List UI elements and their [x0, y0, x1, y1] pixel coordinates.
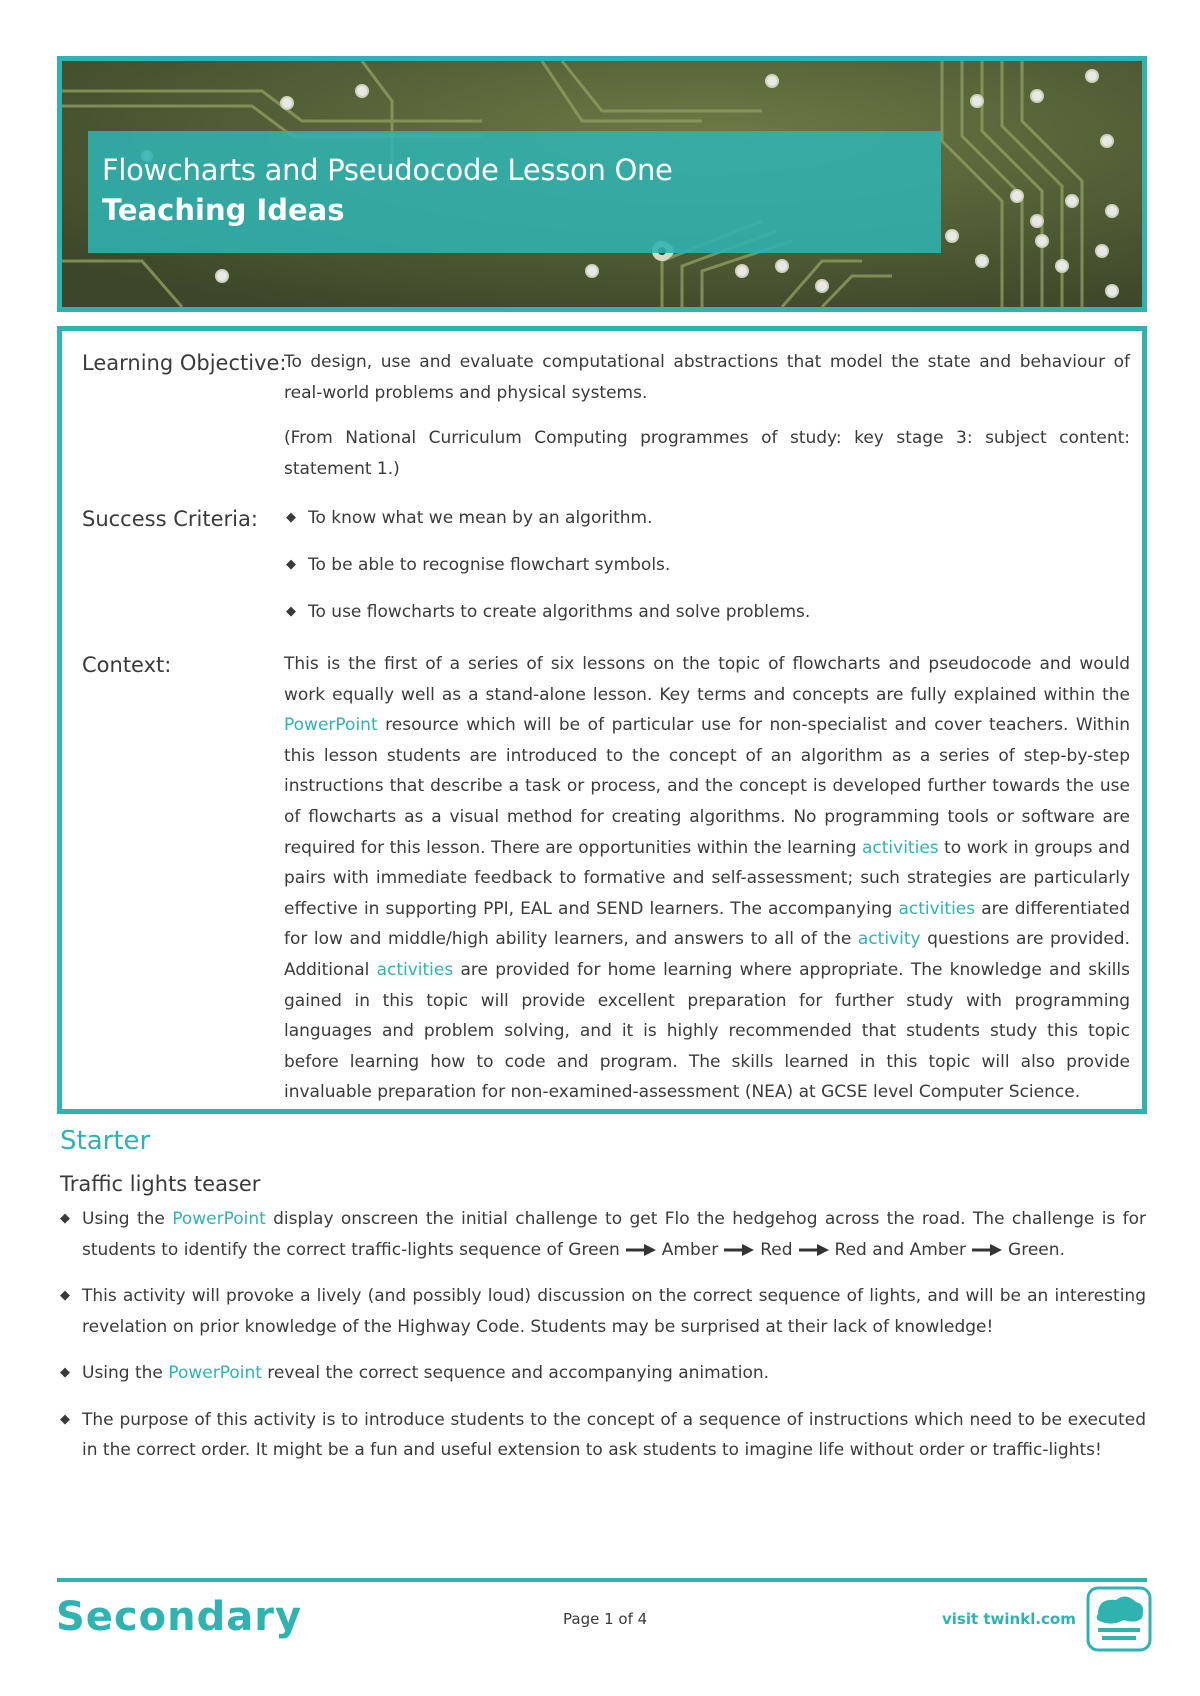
- arrow-right-icon: [970, 1243, 1004, 1257]
- criteria-list: [284, 503, 1130, 644]
- title-box: [88, 131, 941, 253]
- list-item: [60, 1405, 1146, 1466]
- criteria-text: To be able to recognise flowchart symbols.: [308, 555, 671, 575]
- list-item: ◆ Using the PowerPoint display onscreen the initial challenge to get Flo the hedgehog across the road. The challenge is for students to identify the correct traffic-lights sequence of Green Amber Red Red and Amber Green.: [60, 1204, 1146, 1265]
- bullet-icon: ◆: [60, 1288, 70, 1303]
- context-text: This is the first of a series of six lessons on the topic of flowcharts and pseudocode and would work equally well as a stand-alone lesson. Key terms and concepts are fully explained within the PowerPoint resource which will be of particular use for non-specialist and cover teachers. Within this lesson students are introduced to the concept of an algorithm as a series of step-by-step instructions that describe a task or process, and the concept is developed further towards the use of flowcharts as a visual method for creating algorithms. No programming tools or software are required for this lesson. There are opportunities within the learning activities to work in groups and pairs with immediate feedback to formative and self-assessment; such strategies are particularly effective in supporting PPI, EAL and SEND learners. The accompanying activities are differentiated for low and middle/high ability learners, and answers to all of the activity questions are provided. Additional activities are provided for home learning where appropriate. The knowledge and skills gained in this topic will provide excellent preparation for further study with programming languages and problem solving, and it is highly recommended that students study this topic before learning how to code and program. The skills learned in this topic will also provide invaluable preparation for non-examined-assessment (NEA) at GCSE level Computer Science.: [284, 654, 1131, 1103]
- list-item: [284, 550, 1130, 597]
- powerpoint-link[interactable]: PowerPoint: [284, 715, 378, 736]
- list-item: ◆ Using the PowerPoint reveal the correct sequence and accompanying animation.: [60, 1358, 1146, 1389]
- teaser-heading: Traffic lights teaser: [60, 1172, 261, 1196]
- lesson-info-box: [57, 326, 1147, 1114]
- activities-link[interactable]: activities: [898, 898, 976, 919]
- starter-text: This activity will provoke a lively (and possibly loud) discussion on the correct sequence of lights, and will be an interesting revelation on prior knowledge of the Highway Code. Students may be surprised at their lack of knowledge!: [82, 1286, 1146, 1337]
- arrow-right-icon: [797, 1243, 831, 1257]
- bullet-icon: ◆: [60, 1365, 70, 1380]
- arrow-right-icon: [624, 1243, 658, 1257]
- criteria-text: To know what we mean by an algorithm.: [308, 508, 653, 528]
- criteria-content: [284, 503, 1130, 644]
- arrow-right-icon: [722, 1243, 756, 1257]
- starter-heading: Starter: [60, 1126, 151, 1156]
- criteria-text: To use flowcharts to create algorithms and solve problems.: [308, 602, 811, 622]
- objective-source: (From National Curriculum Computing programmes of study: key stage 3: subject content: statement 1.): [284, 428, 1130, 479]
- bullet-icon: ◆: [60, 1211, 70, 1226]
- header-banner: [57, 56, 1147, 312]
- activities-link[interactable]: activities: [862, 837, 939, 858]
- context-content: [284, 649, 1130, 1108]
- objective-text: To design, use and evaluate computational abstractions that model the state and behaviour of real-world problems and physical systems.: [284, 352, 1130, 403]
- list-item: [60, 1281, 1146, 1342]
- powerpoint-link[interactable]: PowerPoint: [168, 1363, 262, 1383]
- brand-logo: Secondary: [56, 1594, 303, 1640]
- lesson-subtitle: Teaching Ideas: [102, 193, 345, 227]
- visit-link[interactable]: visit twinkl.com: [942, 1610, 1076, 1628]
- activity-link[interactable]: activity: [857, 929, 921, 950]
- objective-label: Learning Objective:: [82, 351, 287, 375]
- lesson-title: Flowcharts and Pseudocode Lesson One: [102, 153, 673, 187]
- bullet-icon: ◆: [60, 1411, 70, 1427]
- starter-text: The purpose of this activity is to introduce students to the concept of a sequence of instructions which need to be executed in the correct order. It might be a fun and useful extension to ask students to imagine life without order or traffic-lights!: [82, 1409, 1146, 1460]
- page-number: Page 1 of 4: [563, 1610, 648, 1628]
- bullet-icon: ◆: [286, 510, 296, 525]
- list-item: [284, 597, 1130, 644]
- quality-badge-icon: [1084, 1584, 1154, 1654]
- bullet-icon: ◆: [286, 604, 296, 619]
- context-label: Context:: [82, 653, 172, 677]
- list-item: [284, 503, 1130, 550]
- objective-content: [284, 347, 1130, 484]
- starter-list: [60, 1204, 1146, 1482]
- bullet-icon: ◆: [286, 557, 296, 572]
- criteria-label: Success Criteria:: [82, 507, 258, 531]
- footer-divider: [57, 1578, 1147, 1582]
- activities-link[interactable]: activities: [376, 959, 454, 980]
- powerpoint-link[interactable]: PowerPoint: [172, 1209, 266, 1229]
